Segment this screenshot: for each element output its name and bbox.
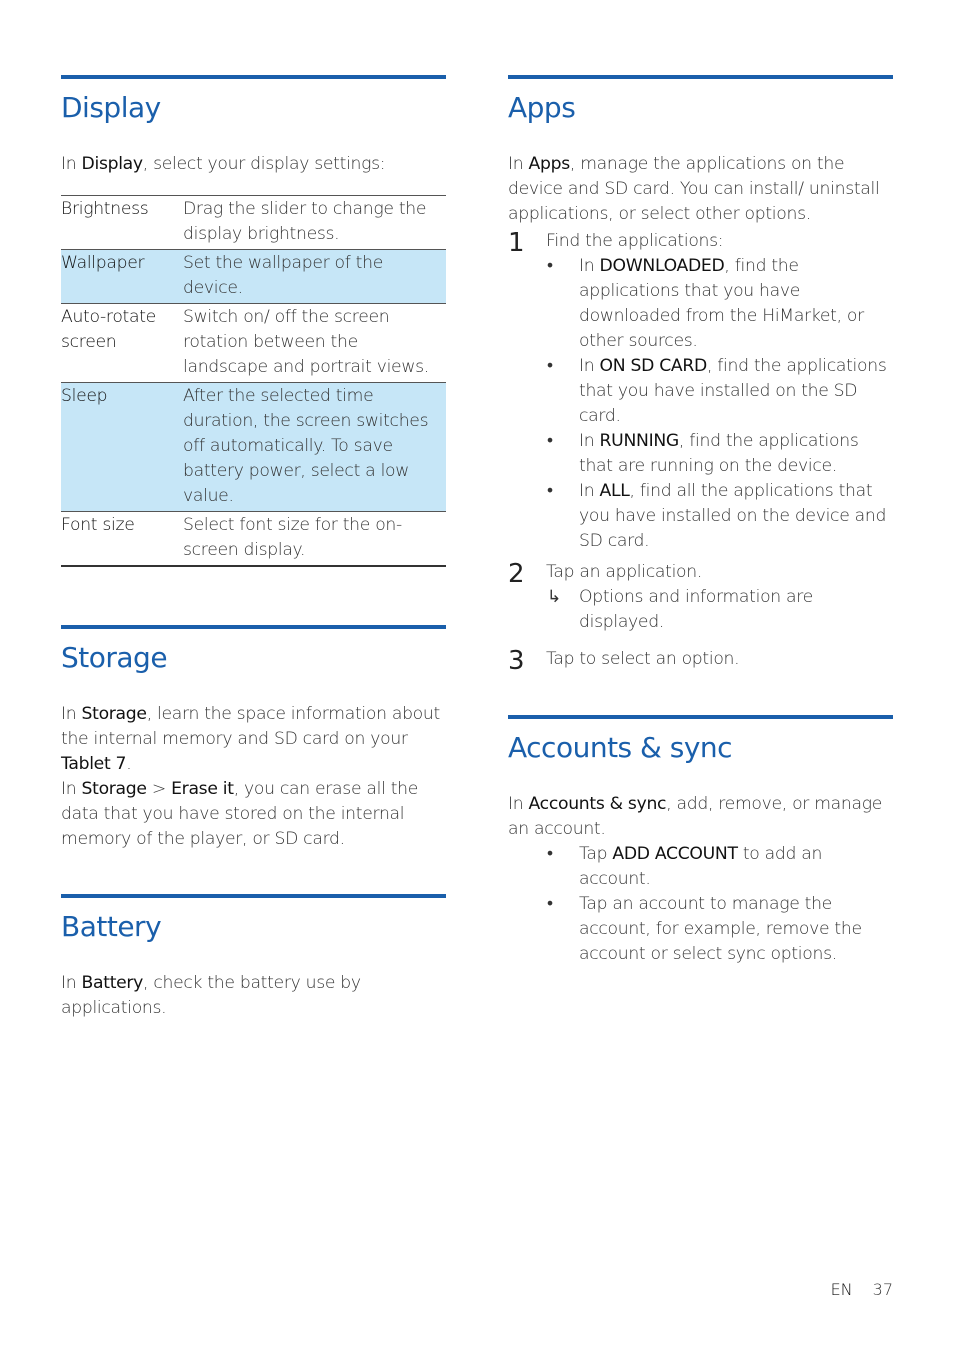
bullet-icon: • — [547, 431, 553, 451]
setting-name: Font size — [61, 515, 135, 535]
battery-section — [61, 894, 446, 1021]
step-number: 1 — [508, 228, 525, 258]
list-item: • In RUNNING, find the applications that are running on the device. — [546, 429, 893, 479]
page-number: 37 — [872, 1280, 893, 1299]
list-item: • Tap ADD ACCOUNT to add an account. — [546, 842, 893, 892]
bullet-icon: • — [547, 356, 553, 376]
right-column — [508, 75, 893, 967]
accounts-bullet-list — [546, 842, 893, 967]
section-rule — [508, 715, 893, 719]
apps-steps — [508, 229, 893, 675]
list-item: • Tap an account to manage the account, for example, remove the account or select sync options. — [546, 892, 893, 967]
setting-description: Drag the slider to change the display brightness. — [183, 199, 427, 244]
step-text: Tap to select an option. — [546, 649, 740, 669]
list-item: • In ON SD CARD, find the applications that you have installed on the SD card. — [546, 354, 893, 429]
section-rule — [61, 625, 446, 629]
page-footer — [831, 1280, 893, 1299]
step-1 — [508, 229, 893, 554]
table-row — [61, 383, 446, 512]
section-rule — [508, 75, 893, 79]
bullet-icon: • — [547, 844, 553, 864]
display-intro: In Display, select your display settings: — [61, 154, 386, 174]
storage-paragraph-2: In Storage > Erase it, you can erase all the data that you have stored on the internal memory of the player, or SD card. — [61, 779, 419, 849]
left-column — [61, 75, 446, 1021]
step-text: Find the applications: — [546, 231, 724, 251]
arrow-right-icon: ↳ — [547, 587, 562, 607]
setting-name: Auto-rotate screen — [61, 307, 156, 352]
bullet-icon: • — [547, 481, 553, 501]
display-settings-table — [61, 195, 446, 567]
display-section — [61, 75, 446, 567]
section-rule — [61, 75, 446, 79]
setting-description: Set the wallpaper of the device. — [183, 250, 446, 304]
battery-paragraph: In Battery, check the battery use by applications. — [61, 973, 361, 1018]
setting-name: Sleep — [61, 383, 183, 512]
accounts-section — [508, 715, 893, 967]
bullet-icon: • — [547, 256, 553, 276]
apps-bullet-list — [546, 254, 893, 554]
battery-heading: Battery — [61, 910, 162, 943]
setting-description: Select font size for the on-screen display. — [183, 515, 402, 560]
apps-intro: In Apps, manage the applications on the device and SD card. You can install/ uninstall applications, or select other options. — [508, 154, 880, 224]
setting-description: Switch on/ off the screen rotation between the landscape and portrait views. — [183, 307, 429, 377]
bullet-icon: • — [547, 894, 553, 914]
step-text: Tap an application. — [546, 562, 703, 582]
step-number: 3 — [508, 646, 525, 676]
accounts-heading: Accounts & sync — [508, 731, 733, 764]
accounts-intro: In Accounts & sync, add, remove, or manage an account. — [508, 794, 883, 839]
list-item: ↳ Options and information are displayed. — [546, 585, 893, 635]
storage-paragraph-1: In Storage, learn the space information about the internal memory and SD card on your Tablet 7. — [61, 704, 440, 774]
table-row — [61, 196, 446, 250]
section-rule — [61, 894, 446, 898]
apps-heading: Apps — [508, 91, 576, 124]
display-heading: Display — [61, 91, 161, 124]
step-3 — [508, 647, 893, 675]
storage-heading: Storage — [61, 641, 168, 674]
setting-name: Brightness — [61, 199, 149, 219]
table-row — [61, 250, 446, 304]
list-item: • In ALL, find all the applications that you have installed on the device and SD card. — [546, 479, 893, 554]
storage-section — [61, 625, 446, 852]
step-number: 2 — [508, 559, 525, 589]
list-item: • In DOWNLOADED, find the applications that you have downloaded from the HiMarket, or other sources. — [546, 254, 893, 354]
setting-description: After the selected time duration, the screen switches off automatically. To save battery power, select a low value. — [183, 383, 446, 512]
language-code: EN — [830, 1280, 853, 1299]
apps-section — [508, 75, 893, 675]
setting-name: Wallpaper — [61, 250, 183, 304]
table-row — [61, 304, 446, 383]
table-row — [61, 512, 446, 567]
result-list — [546, 585, 893, 635]
step-2 — [508, 560, 893, 635]
